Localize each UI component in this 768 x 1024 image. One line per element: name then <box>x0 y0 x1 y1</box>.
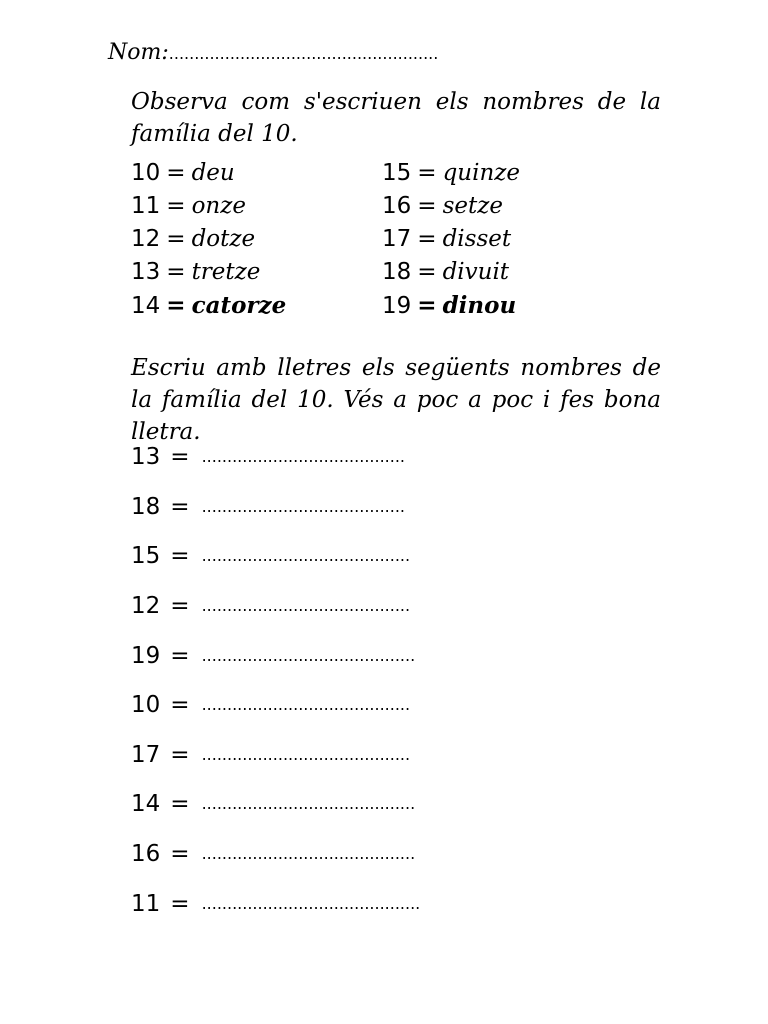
pair-word: catorze <box>191 292 287 319</box>
pair-word: deu <box>191 160 235 186</box>
exercise-equals: = <box>170 494 190 520</box>
pair-word: dinou <box>442 292 517 319</box>
exercise-row <box>131 742 410 768</box>
pair-row <box>382 292 516 319</box>
answer-blank[interactable]: ......................................... <box>201 745 411 764</box>
pair-number: 11 <box>131 193 161 219</box>
pair-number: 12 <box>131 226 161 252</box>
answer-blank[interactable]: .......................................... <box>201 646 416 665</box>
pair-number: 15 <box>382 160 412 186</box>
answer-blank[interactable]: .......................................... <box>201 844 416 863</box>
pair-row <box>382 160 520 186</box>
exercise-row <box>131 841 415 867</box>
exercise-equals: = <box>170 742 190 768</box>
exercise-row <box>131 891 420 917</box>
exercise-equals: = <box>170 841 190 867</box>
pair-row <box>131 193 246 219</box>
exercise-number: 16 <box>131 841 161 867</box>
pair-row <box>131 226 255 252</box>
exercise-row <box>131 593 410 619</box>
pair-equals: = <box>166 226 186 252</box>
exercise-equals: = <box>170 543 190 569</box>
answer-blank[interactable]: ........................................ <box>201 447 405 466</box>
exercise-number: 11 <box>131 891 161 917</box>
pair-word: onze <box>191 193 246 219</box>
pair-equals: = <box>166 293 186 319</box>
pair-number: 17 <box>382 226 412 252</box>
exercise-row <box>131 791 415 817</box>
exercise-row <box>131 494 405 520</box>
answer-blank[interactable]: .......................................... <box>201 794 416 813</box>
pair-number: 19 <box>382 293 412 319</box>
exercise-equals: = <box>170 791 190 817</box>
exercise-row <box>131 643 415 669</box>
answer-blank[interactable]: ........................................ <box>201 497 405 516</box>
answer-blank[interactable]: ........................................... <box>201 894 421 913</box>
name-label: Nom: <box>108 40 169 65</box>
exercise-number: 18 <box>131 494 161 520</box>
pair-row <box>382 193 503 219</box>
pair-row <box>382 259 509 285</box>
pair-word: divuit <box>442 259 510 285</box>
exercise-row <box>131 692 410 718</box>
pair-row <box>131 259 260 285</box>
exercise-number: 10 <box>131 692 161 718</box>
pair-equals: = <box>417 193 437 219</box>
exercise-equals: = <box>170 891 190 917</box>
pair-number: 14 <box>131 293 161 319</box>
pair-word: quinze <box>442 160 520 186</box>
exercise-number: 19 <box>131 643 161 669</box>
answer-blank[interactable]: ......................................... <box>201 546 411 565</box>
pair-equals: = <box>417 226 437 252</box>
pair-number: 10 <box>131 160 161 186</box>
pair-row <box>382 226 511 252</box>
pair-word: disset <box>442 226 512 252</box>
pair-equals: = <box>166 160 186 186</box>
pair-equals: = <box>417 160 437 186</box>
exercise-number: 14 <box>131 791 161 817</box>
answer-blank[interactable]: ......................................... <box>201 695 411 714</box>
pair-equals: = <box>417 293 437 319</box>
pair-word: setze <box>442 193 503 219</box>
exercise-equals: = <box>170 692 190 718</box>
pair-number: 13 <box>131 259 161 285</box>
exercise-row <box>131 543 410 569</box>
pair-equals: = <box>166 259 186 285</box>
pair-equals: = <box>417 259 437 285</box>
name-field[interactable] <box>108 40 438 65</box>
pair-equals: = <box>166 193 186 219</box>
answer-blank[interactable]: ......................................... <box>201 596 411 615</box>
exercise-number: 17 <box>131 742 161 768</box>
pair-number: 16 <box>382 193 412 219</box>
pair-row <box>131 292 286 319</box>
exercise-equals: = <box>170 593 190 619</box>
exercise-row <box>131 444 405 470</box>
exercise-number: 12 <box>131 593 161 619</box>
pair-word: tretze <box>191 259 261 285</box>
exercise-equals: = <box>170 444 190 470</box>
observe-instruction: Observa com s'escriuen els nombres de la família del 10. <box>131 89 661 147</box>
exercise-number: 13 <box>131 444 161 470</box>
exercise-number: 15 <box>131 543 161 569</box>
pair-word: dotze <box>191 226 256 252</box>
name-blank[interactable]: ..................................................... <box>168 44 439 63</box>
exercise-equals: = <box>170 643 190 669</box>
write-instruction: Escriu amb lletres els següents nombres de la família del 10. Vés a poc a poc i fes bona lletra. <box>131 355 661 445</box>
pair-row <box>131 160 235 186</box>
pair-number: 18 <box>382 259 412 285</box>
